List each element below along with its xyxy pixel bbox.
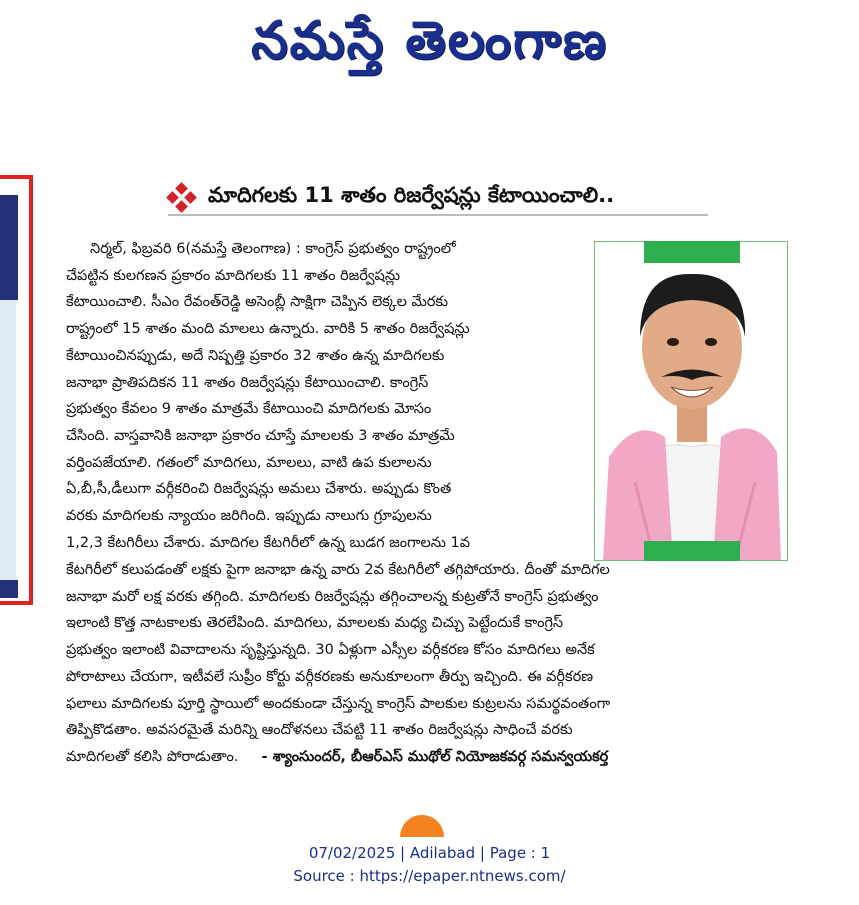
article-line: నిర్మల్, ఫిబ్రవరి 6(నమస్తే తెలంగాణ) : కాంగ్రెస్ ప్రభుత్వం రాష్ట్రంలో	[90, 241, 456, 257]
article-byline: - శ్యాంసుందర్, బీఆర్ఎస్ ముథోల్ నియోజకవర్గ సమన్వయకర్త	[261, 748, 609, 765]
article-line: ప్రభుత్వం కేవలం 9 శాతం మాత్రమే కేటాయించి మాదిగలకు మోసం	[66, 401, 432, 418]
article-line: జనాభా ప్రాతిపదికన 11 శాతం రిజర్వేషన్లు కేటాయించాలి. కాంగ్రెస్	[66, 374, 429, 391]
masthead-title: నమస్తే తెలంగాణ	[251, 11, 608, 71]
article-last-line	[66, 744, 766, 771]
article-line: కేటాయించాలి. సీఎం రేవంత్‌రెడ్డి అసెంబ్లీ సాక్షిగా చెప్పిన లెక్కల మేరకు	[66, 294, 448, 311]
article-line: కేటాయించినప్పుడు, అదే నిష్పత్తి ప్రకారం 32 శాతం ఉన్న మాదిగలకు	[66, 347, 445, 364]
article-line: చేసింది. వాస్తవానికి జనాభా ప్రకారం చూస్తే మాలలకు 3 శాతం మాత్రమే	[66, 427, 455, 444]
article-line: ఇలాంటి కొత్త నాటకాలకు తెరలేపింది. మాదిగలు, మాలలకు మధ్య చిచ్చు పెట్టేందుకే కాంగ్రెస్	[66, 615, 564, 632]
article-line: ఏ,బీ,సీ,డీలుగా వర్గీకరించి రిజర్వేషన్లు అమలు చేశారు. అప్పుడు కొంత	[66, 481, 452, 498]
article-line: చేపట్టిన కులగణన ప్రకారం మాదిగలకు 11 శాతం రిజర్వేషన్లు	[66, 267, 401, 284]
article-line: పోరాటాలు చేయగా, ఇటీవలే సుప్రీం కోర్టు వర్గీకరణకు అనుకూలంగా తీర్పు ఇచ్చింది. ఈ వర్గీకరణ	[66, 668, 594, 685]
page-footer	[0, 842, 859, 888]
portrait-photo	[594, 241, 788, 561]
article-headline: మాదిగలకు 11 శాతం రిజర్వేషన్లు కేటాయించాలి..	[208, 183, 615, 207]
article-body-full	[66, 557, 766, 771]
article-line: ఫలాలు మాదిగలకు పూర్తి స్థాయిలో అందకుండా చేస్తున్న కాంగ్రెస్ పాలకుల కుట్రలను సమర్థవంతంగా	[66, 695, 611, 712]
portrait-illustration	[595, 242, 788, 561]
article-line: రాష్ట్రంలో 15 శాతం మంది మాలలు ఉన్నారు. వారికి 5 శాతం రిజర్వేషన్లు	[66, 321, 470, 338]
headline-divider	[168, 214, 708, 216]
article-headline-row	[168, 178, 708, 218]
adjacent-article-bar	[0, 195, 18, 300]
diamond-cluster-icon	[168, 184, 196, 212]
article-line: తిప్పికొడతాం. అవసరమైతే మరిన్ని ఆందోళనలు చేపట్టి 11 శాతం రిజర్వేషన్లు సాధించే వరకు	[66, 722, 573, 739]
adjacent-article-bar-bottom	[0, 580, 18, 598]
photo-frame-top-bar	[644, 241, 740, 263]
footer-source-link[interactable]: Source : https://epaper.ntnews.com/	[293, 867, 566, 885]
article-line: కేటగిరీలో కలుపడంతో లక్షకు పైగా జనాభా ఉన్న వారు 2వ కేటగిరీలో తగ్గిపోయారు. దీంతో మాదిగల	[66, 562, 610, 578]
footer-date-edition: 07/02/2025 | Adilabad | Page : 1	[308, 844, 551, 862]
page-marker-decoration	[400, 815, 444, 837]
article-line: వర్తింపజేయాలి. గతంలో మాదిగలు, మాలలు, వాటి ఉప కులాలను	[66, 454, 432, 471]
article-body-narrow	[66, 236, 586, 556]
article-line: వరకు మాదిగలకు న్యాయం జరిగింది. ఇప్పుడు నాలుగు గ్రూపులను	[66, 508, 432, 525]
article-line: 1,2,3 కేటగిరీలు చేశారు. మాదిగల కేటగిరీలో ఉన్న బుడగ జంగాలను 1వ	[66, 534, 471, 551]
article-line: జనాభా మరో లక్ష వరకు తగ్గింది. మాదిగలకు రిజర్వేషన్లు తగ్గించాలన్న కుట్రతోనే కాంగ్రెస్ ప్రభుత్వం	[66, 588, 599, 605]
article-line: ప్రభుత్వం ఇలాంటి వివాదాలను సృష్టిస్తున్నది. 30 ఏళ్లుగా ఎస్సీల వర్గీకరణ కోసం మాదిగలు అనేక	[66, 642, 595, 659]
article-closing-text: మాదిగలతో కలిసి పోరాడుతాం.	[66, 748, 239, 765]
adjacent-article-panel	[0, 300, 16, 580]
